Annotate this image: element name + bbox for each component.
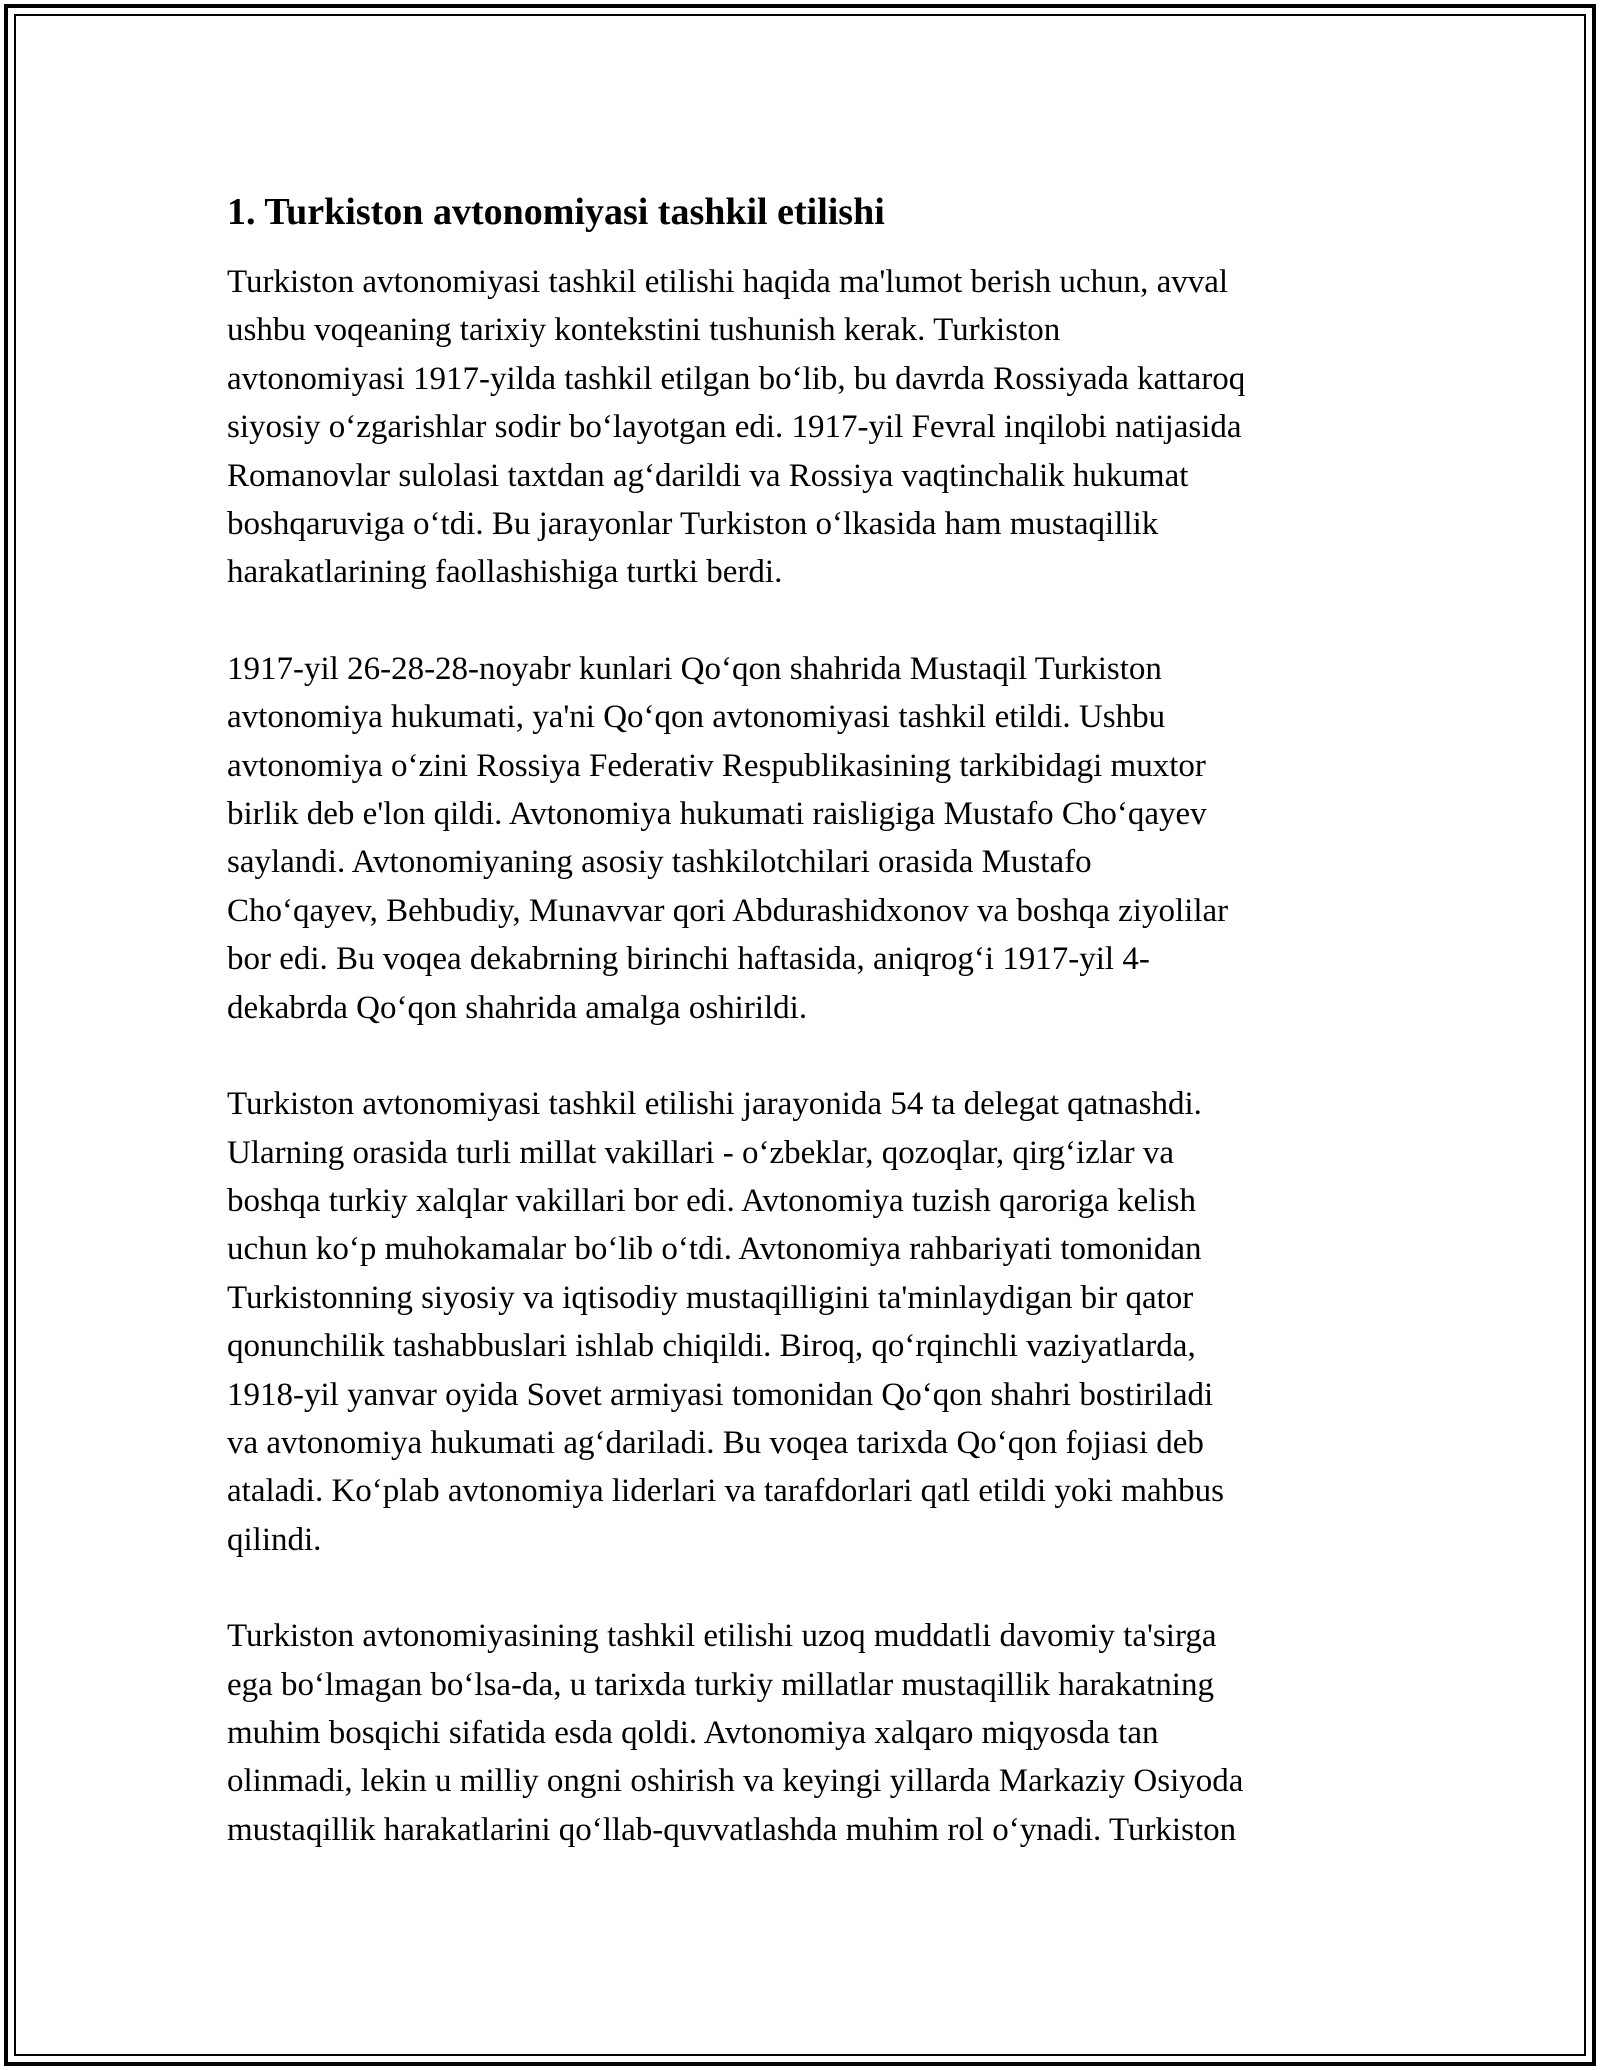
paragraph-kokand-autonomy-founding: 1917-yil 26-28-28-noyabr kunlari Qo‘qon shahrida Mustaqil Turkiston avtonomiya hukumati, ya'ni Qo‘qon avtonomiyasi tashkil etildi. Ushbu avtonomiya o‘zini Rossiya Federativ Respublikasining tarkibidagi muxtor birlik deb e'lon qildi. Avtonomiya hukumati raisligiga Mustafo Cho‘qayev saylandi. Avtonomiyaning asosiy tashkilotchilari orasida Mustafo Cho‘qayev, Behbudiy, Munavvar qori Abdurashidxonov va boshqa ziyolilar bor edi. Bu voqea dekabrning birinchi haftasida, aniqrog‘i 1917-yil 4- dekabrda Qo‘qon shahrida amalga oshirildi. (227, 650, 1229, 1026)
document-body (227, 188, 1367, 1854)
paragraph-delegates-and-fall: Turkiston avtonomiyasi tashkil etilishi jarayonida 54 ta delegat qatnashdi. Ularning orasida turli millat vakillari - o‘zbeklar, qozoqlar, qirg‘izlar va boshqa turkiy xalqlar vakillari bor edi. Avtonomiya tuzish qaroriga kelish uchun ko‘p muhokamalar bo‘lib o‘tdi. Avtonomiya rahbariyati tomonidan Turkistonning siyosiy va iqtisodiy mustaqilligini ta'minlaydigan bir qator qonunchilik tashabbuslari ishlab chiqildi. Biroq, qo‘rqinchli vaziyatlarda, 1918-yil yanvar oyida Sovet armiyasi tomonidan Qo‘qon shahri bostiriladi va avtonomiya hukumati ag‘dariladi. Bu voqea tarixda Qo‘qon fojiasi deb ataladi. Ko‘plab avtonomiya liderlari va tarafdorlari qatl etildi yoki mahbus qilindi. (227, 1086, 1225, 1558)
paragraph-historical-significance: Turkiston avtonomiyasining tashkil etilishi uzoq muddatli davomiy ta'sirga ega bo‘lmagan bo‘lsa-da, u tarixda turkiy millatlar mustaqillik harakatning muhim bosqichi sifatida esda qoldi. Avtonomiya xalqaro miqyosda tan olinmadi, lekin u milliy ongni oshirish va keyingi yillarda Markaziy Osiyoda mustaqillik harakatlarini qo‘llab-quvvatlashda muhim rol o‘ynadi. Turkiston (227, 1618, 1244, 1848)
section-heading: 1. Turkiston avtonomiyasi tashkil etilishi (227, 191, 885, 233)
paragraph-historical-context: Turkiston avtonomiyasi tashkil etilishi haqida ma'lumot berish uchun, avval ushbu voqeaning tarixiy kontekstini tushunish kerak. Turkiston avtonomiyasi 1917-yilda tashkil etilgan bo‘lib, bu davrda Rossiyada kattaroq siyosiy o‘zgarishlar sodir bo‘layotgan edi. 1917-yil Fevral inqilobi natijasida Romanovlar sulolasi taxtdan ag‘darildi va Rossiya vaqtinchalik hukumat boshqaruviga o‘tdi. Bu jarayonlar Turkiston o‘lkasida ham mustaqillik harakatlarining faollashishiga turtki berdi. (227, 264, 1246, 591)
